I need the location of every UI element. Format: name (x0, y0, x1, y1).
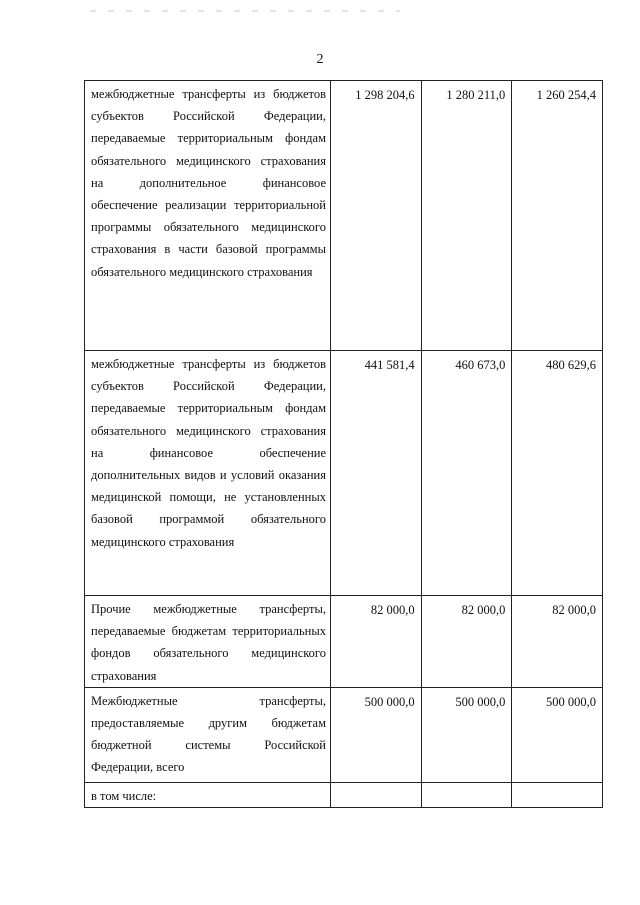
value-cell-2: 1 280 211,0 (421, 81, 512, 351)
value-cell-1: 1 298 204,6 (331, 81, 422, 351)
scan-artifact (90, 10, 400, 12)
table-row (85, 81, 603, 351)
row-description: Прочие межбюджетные трансферты, передаваемые бюджетам территориальных фондов обязательного медицинского страхования (85, 596, 331, 688)
value-cell-1 (331, 782, 422, 807)
table-row (85, 351, 603, 596)
table-row (85, 687, 603, 782)
value-cell-1: 441 581,4 (331, 351, 422, 596)
row-description: в том числе: (85, 782, 331, 807)
table-row (85, 782, 603, 807)
value-cell-2 (421, 782, 512, 807)
row-description: Межбюджетные трансферты, предоставляемые другим бюджетам бюджетной системы Российской Федерации, всего (85, 687, 331, 782)
value-cell-1: 500 000,0 (331, 687, 422, 782)
value-cell-2: 82 000,0 (421, 596, 512, 688)
row-description: межбюджетные трансферты из бюджетов субъектов Российской Федерации, передаваемые территориальным фондам обязательного медицинского страхования на финансовое обеспечение дополнительных видов и условий оказания медицинской помощи, не установленных базовой программой обязательного медицинского страхования (85, 351, 331, 596)
value-cell-2: 460 673,0 (421, 351, 512, 596)
value-cell-1: 82 000,0 (331, 596, 422, 688)
value-cell-3 (512, 782, 603, 807)
value-cell-3: 500 000,0 (512, 687, 603, 782)
page-number: 2 (316, 52, 324, 67)
table-row (85, 596, 603, 688)
value-cell-3: 1 260 254,4 (512, 81, 603, 351)
value-cell-3: 480 629,6 (512, 351, 603, 596)
value-cell-2: 500 000,0 (421, 687, 512, 782)
value-cell-3: 82 000,0 (512, 596, 603, 688)
budget-table (84, 80, 603, 808)
row-description: межбюджетные трансферты из бюджетов субъектов Российской Федерации, передаваемые территориальным фондам обязательного медицинского страхования на дополнительное финансовое обеспечение реализации территориальной программы обязательного медицинского страхования в части базовой программы обязательного медицинского страхования (85, 81, 331, 351)
